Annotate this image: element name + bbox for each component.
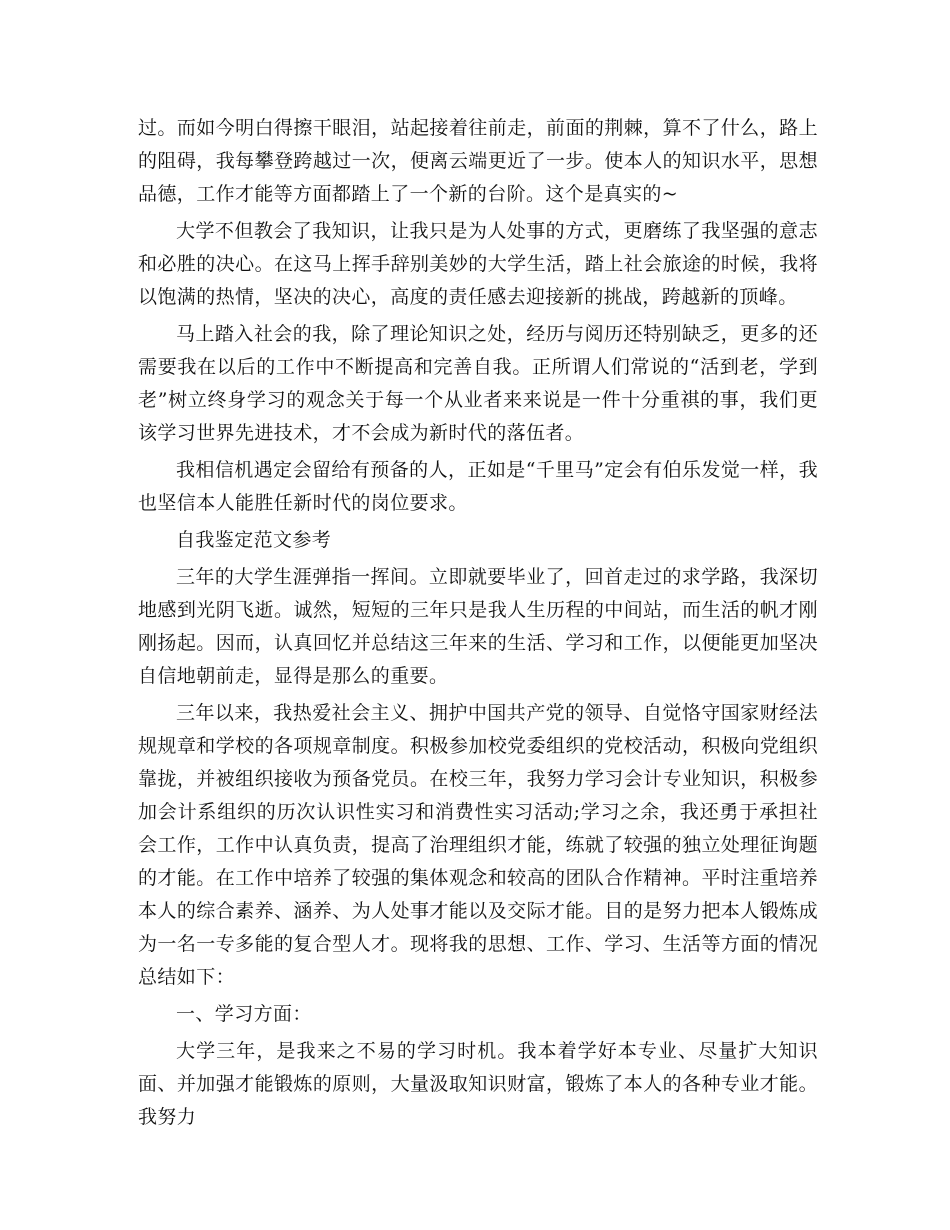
paragraph: 三年的大学生涯弹指一挥间。立即就要毕业了，回首走过的求学路，我深切地感到光阴飞逝。诚然，短短的三年只是我人生历程的中间站，而生活的帆才刚刚扬起。因而，认真回忆并总结这三年来的生活、学习和工作，以便能更加坚决自信地朝前走，显得是那么的重要。: [138, 566, 818, 687]
document-body: [138, 112, 818, 1138]
paragraph: 三年以来，我热爱社会主义、拥护中国共产党的领导、自觉恪守国家财经法规规章和学校的各项规章制度。积极参加校党委组织的党校活动，积极向党组织靠拢，并被组织接收为预备党员。在校三年，我努力学习会计专业知识，积极参加会计系组织的历次认识性实习和消费性实习活动;学习之余，我还勇于承担社会工作，工作中认真负责，提高了治理组织才能，练就了较强的独立处理征询题的才能。在工作中培养了较强的集体观念和较高的团队合作精神。平时注重培养本人的综合素养、涵养、为人处事才能以及交际才能。目的是努力把本人锻炼成为一名一专多能的复合型人才。现将我的思想、工作、学习、生活等方面的情况总结如下：: [138, 702, 818, 988]
paragraph: 大学三年，是我来之不易的学习时机。我本着学好本专业、尽量扩大知识面、并加强才能锻炼的原则，大量汲取知识财富，锻炼了本人的各种专业才能。我努力: [138, 1040, 818, 1128]
paragraph: 我相信机遇定会留给有预备的人，正如是“千里马”定会有伯乐发觉一样，我也坚信本人能胜任新时代的岗位要求。: [138, 459, 818, 514]
paragraph: 大学不但教会了我知识，让我只是为人处事的方式，更磨练了我坚强的意志和必胜的决心。在这马上挥手辞别美妙的大学生活，踏上社会旅途的时候，我将以饱满的热情，坚决的决心，高度的责任感去迎接新的挑战，跨越新的顶峰。: [138, 220, 818, 308]
paragraph: 马上踏入社会的我，除了理论知识之处，经历与阅历还特别缺乏，更多的还需要我在以后的工作中不断提高和完善自我。正所谓人们常说的“活到老，学到老”树立终身学习的观念关于每一个从业者来来说是一件十分重祺的事，我们更该学习世界先进技术，才不会成为新时代的落伍者。: [138, 323, 818, 444]
paragraph: 过。而如今明白得擦干眼泪，站起接着往前走，前面的荆棘，算不了什么，路上的阻碍，我每攀登跨越过一次，便离云端更近了一步。使本人的知识水平，思想品德，工作才能等方面都踏上了一个新的台阶。这个是真实的~: [138, 117, 818, 205]
section-heading: 一、学习方面：: [176, 1003, 312, 1025]
section-heading: 自我鉴定范文参考: [176, 529, 332, 551]
